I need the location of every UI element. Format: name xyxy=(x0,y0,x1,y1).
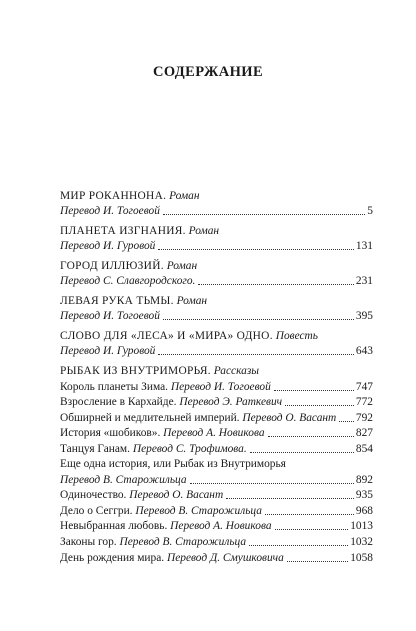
page-number: 1058 xyxy=(350,551,373,564)
page-number: 854 xyxy=(355,442,373,455)
story-entry xyxy=(60,441,373,457)
translator-credit: Перевод И. Гуровой xyxy=(60,240,156,252)
dot-leader xyxy=(274,390,354,391)
page-number: 231 xyxy=(355,275,373,287)
story-collection xyxy=(60,364,373,566)
toc-entry xyxy=(60,274,373,289)
toc-section xyxy=(60,329,373,359)
story-title: Одиночество. xyxy=(60,489,127,502)
dot-leader xyxy=(158,249,354,250)
story-title: Король планеты Зима. xyxy=(60,380,168,393)
page-number: 395 xyxy=(355,310,373,322)
dot-leader xyxy=(339,421,354,422)
translator-credit: Перевод И. Тогоевой xyxy=(60,205,160,217)
work-title-text: ЛЕВАЯ РУКА ТЬМЫ. xyxy=(60,295,174,307)
translator-credit: Перевод О. Васант xyxy=(242,411,337,424)
work-genre: Роман xyxy=(169,190,200,202)
story-title: Дело о Сеггри. xyxy=(60,504,133,517)
page-title: СОДЕРЖАНИЕ xyxy=(152,64,264,80)
story-title: День рождения мира. xyxy=(60,551,165,564)
toc-section xyxy=(60,294,373,324)
translator-credit: Перевод А. Новикова xyxy=(170,520,272,533)
story-entry xyxy=(60,472,373,488)
story-entry xyxy=(60,410,373,426)
translator-credit: Перевод С. Славгородского. xyxy=(60,275,196,287)
toc-entry xyxy=(60,309,373,324)
work-genre: Роман xyxy=(176,295,208,307)
dot-leader xyxy=(285,405,354,406)
story-title: Еще одна история, или Рыбак из Внутриморья xyxy=(60,457,286,470)
story-title: Танцуя Ганам. xyxy=(60,442,130,455)
story-entry xyxy=(60,395,373,411)
toc-entry xyxy=(60,204,373,219)
translator-credit: Перевод В. Старожильца xyxy=(135,504,262,517)
work-title-text: МИР РОКАННОНА. xyxy=(60,190,167,202)
dot-leader xyxy=(163,319,354,320)
story-entry xyxy=(60,534,373,550)
dot-leader xyxy=(249,545,348,546)
story-entry xyxy=(60,550,373,566)
page-number: 792 xyxy=(355,411,373,424)
translator-credit: Перевод В. Старожильца xyxy=(119,535,247,548)
page-number: 5 xyxy=(367,205,373,217)
translator-credit: Перевод И. Гуровой xyxy=(60,345,156,357)
dot-leader xyxy=(287,561,348,562)
toc-section xyxy=(60,189,373,219)
page-number: 892 xyxy=(355,473,373,486)
page-number: 935 xyxy=(355,489,373,502)
work-genre: Роман xyxy=(188,225,220,237)
work-title xyxy=(60,329,373,344)
translator-credit: Перевод В. Старожильца xyxy=(60,473,187,486)
story-entry xyxy=(60,503,373,519)
story-title: Законы гор. xyxy=(60,535,117,548)
work-title xyxy=(60,224,373,239)
story-entry xyxy=(60,519,373,535)
work-title-text: СЛОВО ДЛЯ «ЛЕСА» И «МИРА» ОДНО. xyxy=(60,330,273,342)
translator-credit: Перевод И. Тогоевой xyxy=(60,310,160,322)
story-title: Взросление в Кархайде. xyxy=(60,396,177,409)
translator-credit: Перевод Д. Смушковича xyxy=(166,551,284,564)
dot-leader xyxy=(226,498,354,499)
toc-section xyxy=(60,224,373,254)
work-title xyxy=(60,294,373,309)
story-title: Невыбранная любовь. xyxy=(60,520,168,533)
story-entry xyxy=(60,426,373,442)
table-of-contents xyxy=(60,189,373,571)
translator-credit: Перевод О. Васант xyxy=(129,489,224,502)
dot-leader xyxy=(268,436,354,437)
dot-leader xyxy=(275,529,349,530)
translator-credit: Перевод С. Трофимова. xyxy=(132,442,247,455)
collection-title-text: РЫБАК ИЗ ВНУТРИМОРЬЯ. xyxy=(60,365,211,377)
dot-leader xyxy=(158,354,354,355)
dot-leader xyxy=(190,483,354,484)
page-number: 772 xyxy=(355,396,373,409)
translator-credit: Перевод Э. Раткевич xyxy=(179,396,283,409)
story-title: Обширней и медлительней империй. xyxy=(60,411,240,424)
page-number: 1032 xyxy=(350,535,373,548)
page-number: 131 xyxy=(355,240,373,252)
dot-leader xyxy=(198,284,354,285)
dot-leader xyxy=(250,452,354,453)
page-number: 747 xyxy=(355,380,373,393)
story-title: История «шобиков». xyxy=(60,427,161,440)
work-genre: Роман xyxy=(166,260,198,272)
toc-entry xyxy=(60,344,373,359)
toc-section xyxy=(60,259,373,289)
dot-leader xyxy=(163,214,365,215)
page-number: 827 xyxy=(355,427,373,440)
dot-leader xyxy=(265,514,354,515)
translator-credit: Перевод А. Новикова xyxy=(163,427,265,440)
translator-credit: Перевод И. Тогоевой xyxy=(170,380,271,393)
story-entry xyxy=(60,379,373,395)
work-title xyxy=(60,259,373,274)
story-entry xyxy=(60,488,373,504)
work-title xyxy=(60,189,373,204)
collection-genre: Рассказы xyxy=(213,365,259,377)
work-title-text: ГОРОД ИЛЛЮЗИЙ. xyxy=(60,260,164,272)
page-number: 1013 xyxy=(350,520,373,533)
page-number: 643 xyxy=(355,345,373,357)
work-genre: Повесть xyxy=(275,330,318,342)
toc-entry xyxy=(60,239,373,254)
page-number: 968 xyxy=(355,504,373,517)
work-title-text: ПЛАНЕТА ИЗГНАНИЯ. xyxy=(60,225,186,237)
collection-title xyxy=(60,364,373,379)
